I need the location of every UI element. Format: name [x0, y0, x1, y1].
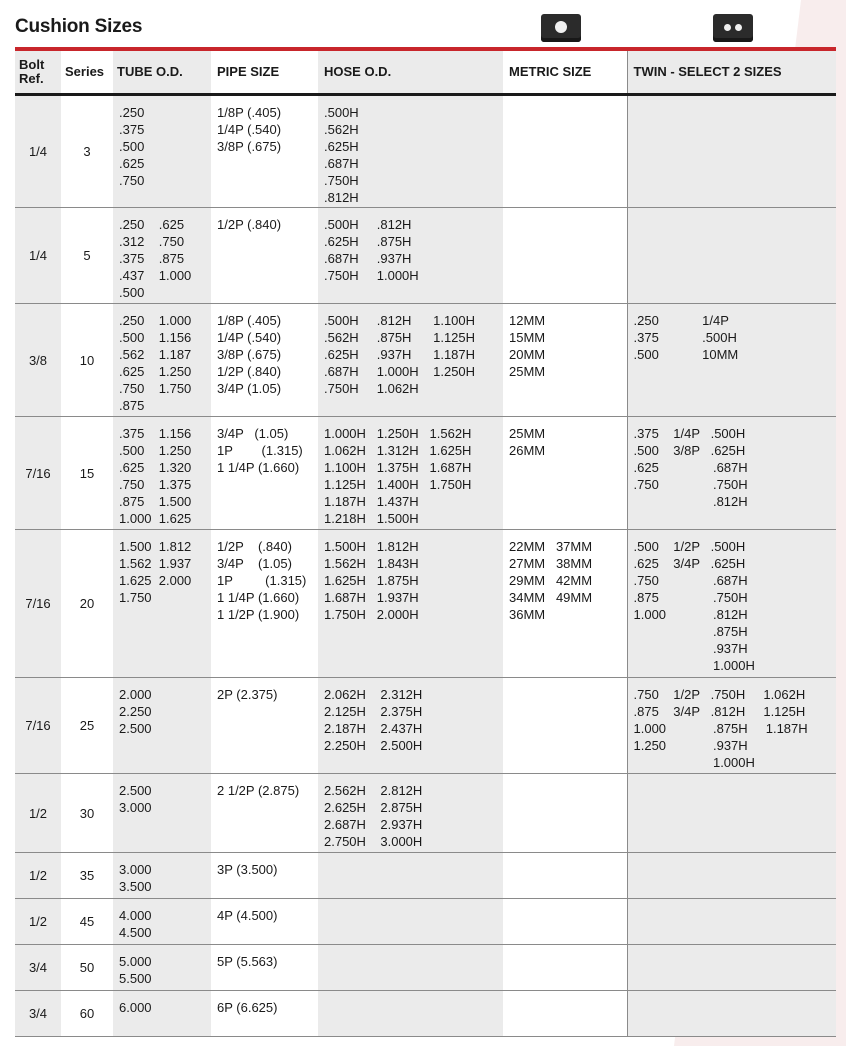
hose-od-cell: 2.562H 2.812H 2.625H 2.875H 2.687H 2.937H 2.750H 3.000H — [318, 774, 503, 853]
tube-od-cell: 4.000 4.500 — [113, 899, 211, 945]
pipe-size-cell: 1/2P (.840) — [211, 208, 318, 304]
column-header-twin: TWIN - SELECT 2 SIZES — [627, 51, 836, 95]
metric-size-cell — [503, 899, 627, 945]
twin-cell — [627, 95, 836, 208]
header-row — [15, 51, 836, 95]
series-cell: 50 — [61, 945, 113, 991]
twin-cell — [627, 945, 836, 991]
tube-od-cell: 1.500 1.812 1.562 1.937 1.625 2.000 1.750 — [113, 530, 211, 678]
column-header-tube-od: TUBE O.D. — [113, 51, 211, 95]
pipe-size-cell: 6P (6.625) — [211, 991, 318, 1037]
table-row — [15, 899, 836, 945]
metric-size-cell — [503, 678, 627, 774]
twin-cell — [627, 853, 836, 899]
pipe-size-cell: 1/2P (.840) 3/4P (1.05) 1P (1.315) 1 1/4P (1.660) 1 1/2P (1.900) — [211, 530, 318, 678]
page-title: Cushion Sizes — [15, 16, 143, 37]
tube-od-cell: 5.000 5.500 — [113, 945, 211, 991]
pipe-size-cell: 1/8P (.405) 1/4P (.540) 3/8P (.675) 1/2P (.840) 3/4P (1.05) — [211, 304, 318, 417]
table-row — [15, 774, 836, 853]
metric-size-cell — [503, 95, 627, 208]
table-row — [15, 208, 836, 304]
series-cell: 3 — [61, 95, 113, 208]
pipe-size-cell: 2P (2.375) — [211, 678, 318, 774]
metric-size-cell: 12MM 15MM 20MM 25MM — [503, 304, 627, 417]
bolt-ref-cell: 1/2 — [15, 774, 61, 853]
twin-cell — [627, 774, 836, 853]
tube-od-cell: 6.000 — [113, 991, 211, 1037]
twin-cell: .750 1/2P .750H 1.062H .875 3/4P .812H 1.125H 1.000 .875H 1.187H 1.250 .937H 1.000H — [627, 678, 836, 774]
cushion-sizes-table — [15, 51, 836, 1037]
series-cell: 35 — [61, 853, 113, 899]
twin-cell — [627, 899, 836, 945]
hose-od-cell: 1.000H 1.250H 1.562H 1.062H 1.312H 1.625H 1.100H 1.375H 1.687H 1.125H 1.400H 1.750H 1.187H 1.437H 1.218H 1.500H — [318, 417, 503, 530]
table-row — [15, 853, 836, 899]
series-cell: 15 — [61, 417, 113, 530]
metric-size-cell — [503, 208, 627, 304]
table-row — [15, 991, 836, 1037]
bolt-ref-cell: 1/2 — [15, 853, 61, 899]
twin-hole-cushion-icon — [713, 14, 753, 42]
series-cell: 20 — [61, 530, 113, 678]
tube-od-cell: .250 1.000 .500 1.156 .562 1.187 .625 1.250 .750 1.750 .875 — [113, 304, 211, 417]
twin-cell — [627, 991, 836, 1037]
single-hole-cushion-icon — [541, 14, 581, 42]
tube-od-cell: .375 1.156 .500 1.250 .625 1.320 .750 1.375 .875 1.500 1.000 1.625 — [113, 417, 211, 530]
tube-od-cell: 2.500 3.000 — [113, 774, 211, 853]
column-header-metric-size: METRIC SIZE — [503, 51, 627, 95]
table-row — [15, 95, 836, 208]
pipe-size-cell: 1/8P (.405) 1/4P (.540) 3/8P (.675) — [211, 95, 318, 208]
hose-od-cell: 2.062H 2.312H 2.125H 2.375H 2.187H 2.437H 2.250H 2.500H — [318, 678, 503, 774]
twin-cell: .375 1/4P .500H .500 3/8P .625H .625 .687H .750 .750H .812H — [627, 417, 836, 530]
bolt-ref-cell: 3/4 — [15, 991, 61, 1037]
table-row — [15, 417, 836, 530]
pipe-size-cell: 4P (4.500) — [211, 899, 318, 945]
table-row — [15, 678, 836, 774]
metric-size-cell — [503, 774, 627, 853]
hose-od-cell: .500H .812H 1.100H .562H .875H 1.125H .625H .937H 1.187H .687H 1.000H 1.250H .750H 1.062H — [318, 304, 503, 417]
metric-size-cell: 22MM 37MM 27MM 38MM 29MM 42MM 34MM 49MM 36MM — [503, 530, 627, 678]
tube-od-cell: 3.000 3.500 — [113, 853, 211, 899]
series-cell: 5 — [61, 208, 113, 304]
pipe-size-cell: 3/4P (1.05) 1P (1.315) 1 1/4P (1.660) — [211, 417, 318, 530]
twin-cell: .500 1/2P .500H .625 3/4P .625H .750 .687H .875 .750H 1.000 .812H .875H .937H 1.000H — [627, 530, 836, 678]
bolt-ref-cell: 7/16 — [15, 678, 61, 774]
bolt-ref-cell: 7/16 — [15, 417, 61, 530]
series-cell: 60 — [61, 991, 113, 1037]
tube-od-cell: 2.000 2.250 2.500 — [113, 678, 211, 774]
tube-od-cell: .250 .375 .500 .625 .750 — [113, 95, 211, 208]
hose-od-cell — [318, 991, 503, 1037]
table-row — [15, 304, 836, 417]
metric-size-cell — [503, 991, 627, 1037]
pipe-size-cell: 2 1/2P (2.875) — [211, 774, 318, 853]
pipe-size-cell: 5P (5.563) — [211, 945, 318, 991]
column-header-bolt-ref: Bolt Ref. — [15, 51, 61, 95]
hose-od-cell: .500H .562H .625H .687H .750H .812H — [318, 95, 503, 208]
column-header-pipe-size: PIPE SIZE — [211, 51, 318, 95]
series-cell: 25 — [61, 678, 113, 774]
bolt-ref-cell: 3/4 — [15, 945, 61, 991]
bolt-ref-cell: 3/8 — [15, 304, 61, 417]
hose-od-cell: .500H .812H .625H .875H .687H .937H .750H 1.000H — [318, 208, 503, 304]
hose-od-cell: 1.500H 1.812H 1.562H 1.843H 1.625H 1.875H 1.687H 1.937H 1.750H 2.000H — [318, 530, 503, 678]
metric-size-cell — [503, 945, 627, 991]
bolt-ref-cell: 1/4 — [15, 208, 61, 304]
hose-od-cell — [318, 899, 503, 945]
pipe-size-cell: 3P (3.500) — [211, 853, 318, 899]
series-cell: 30 — [61, 774, 113, 853]
hose-od-cell — [318, 945, 503, 991]
twin-cell — [627, 208, 836, 304]
tube-od-cell: .250 .625 .312 .750 .375 .875 .437 1.000 .500 — [113, 208, 211, 304]
column-header-series: Series — [61, 51, 113, 95]
table-row — [15, 945, 836, 991]
series-cell: 10 — [61, 304, 113, 417]
metric-size-cell: 25MM 26MM — [503, 417, 627, 530]
bolt-ref-cell: 7/16 — [15, 530, 61, 678]
table-row — [15, 530, 836, 678]
column-header-hose-od: HOSE O.D. — [318, 51, 503, 95]
metric-size-cell — [503, 853, 627, 899]
twin-cell: .250 1/4P .375 .500H .500 10MM — [627, 304, 836, 417]
series-cell: 45 — [61, 899, 113, 945]
bolt-ref-cell: 1/2 — [15, 899, 61, 945]
hose-od-cell — [318, 853, 503, 899]
bolt-ref-cell: 1/4 — [15, 95, 61, 208]
